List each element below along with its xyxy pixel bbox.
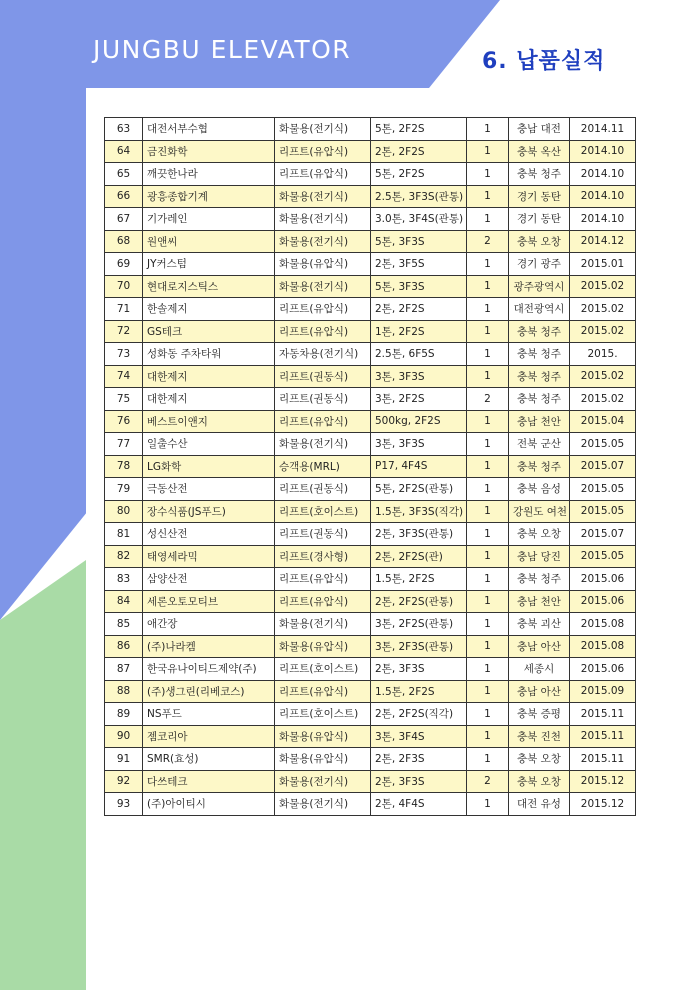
cell-qty: 1 <box>467 298 509 321</box>
cell-type: 화물용(전기식) <box>275 230 371 253</box>
cell-type: 화물용(유압식) <box>275 748 371 771</box>
table-row <box>105 635 636 658</box>
table-row <box>105 185 636 208</box>
cell-qty: 1 <box>467 185 509 208</box>
cell-type: 리프트(유압식) <box>275 590 371 613</box>
cell-type: 화물용(전기식) <box>275 793 371 816</box>
cell-location: 경기 동탄 <box>509 185 570 208</box>
cell-date: 2015.11 <box>570 748 636 771</box>
cell-client: 대한제지 <box>143 365 275 388</box>
cell-spec: 5톤, 2F2S <box>371 118 467 141</box>
table-row <box>105 298 636 321</box>
cell-type: 리프트(권동식) <box>275 365 371 388</box>
cell-location: 충남 천안 <box>509 590 570 613</box>
cell-date: 2014.11 <box>570 118 636 141</box>
cell-date: 2015.02 <box>570 365 636 388</box>
table-row <box>105 613 636 636</box>
cell-qty: 1 <box>467 253 509 276</box>
brand-title: JUNGBU ELEVATOR <box>93 35 352 64</box>
cell-date: 2015.04 <box>570 410 636 433</box>
cell-type: 리프트(권동식) <box>275 478 371 501</box>
cell-date: 2015.12 <box>570 793 636 816</box>
cell-date: 2014.10 <box>570 208 636 231</box>
cell-no: 75 <box>105 388 143 411</box>
table-row <box>105 703 636 726</box>
cell-no: 71 <box>105 298 143 321</box>
cell-type: 리프트(유압식) <box>275 568 371 591</box>
table-row <box>105 275 636 298</box>
cell-type: 화물용(유압식) <box>275 725 371 748</box>
cell-qty: 1 <box>467 703 509 726</box>
cell-qty: 1 <box>467 590 509 613</box>
cell-date: 2015.08 <box>570 635 636 658</box>
cell-client: NS푸드 <box>143 703 275 726</box>
cell-spec: 2톤, 2F2S(직각) <box>371 703 467 726</box>
cell-type: 화물용(전기식) <box>275 613 371 636</box>
cell-spec: 500kg, 2F2S <box>371 410 467 433</box>
table-row <box>105 793 636 816</box>
cell-spec: 2톤, 2F3S <box>371 748 467 771</box>
cell-location: 충남 아산 <box>509 635 570 658</box>
cell-spec: 5톤, 2F2S <box>371 163 467 186</box>
cell-location: 충북 청주 <box>509 455 570 478</box>
delivery-records-table <box>104 117 636 816</box>
cell-spec: 2톤, 2F2S(관) <box>371 545 467 568</box>
cell-location: 충북 옥산 <box>509 140 570 163</box>
cell-client: 극동산전 <box>143 478 275 501</box>
cell-client: 현대로지스틱스 <box>143 275 275 298</box>
table-row <box>105 770 636 793</box>
cell-qty: 1 <box>467 478 509 501</box>
cell-spec: 2톤, 2F2S <box>371 298 467 321</box>
table-row <box>105 230 636 253</box>
table-row <box>105 748 636 771</box>
cell-qty: 1 <box>467 433 509 456</box>
cell-date: 2015.05 <box>570 500 636 523</box>
cell-client: JY커스텀 <box>143 253 275 276</box>
cell-client: 깨끗한나라 <box>143 163 275 186</box>
cell-client: 일출수산 <box>143 433 275 456</box>
cell-location: 충북 청주 <box>509 388 570 411</box>
cell-location: 전북 군산 <box>509 433 570 456</box>
cell-spec: 3톤, 2F2S <box>371 388 467 411</box>
cell-qty: 1 <box>467 343 509 366</box>
section-title: 6. 납품실적 <box>482 49 606 74</box>
table-row <box>105 253 636 276</box>
cell-spec: 1톤, 2F2S <box>371 320 467 343</box>
cell-no: 67 <box>105 208 143 231</box>
cell-qty: 1 <box>467 748 509 771</box>
cell-no: 64 <box>105 140 143 163</box>
table-row <box>105 433 636 456</box>
cell-no: 76 <box>105 410 143 433</box>
cell-qty: 1 <box>467 365 509 388</box>
table-row <box>105 500 636 523</box>
cell-spec: 3톤, 3F3S <box>371 433 467 456</box>
cell-date: 2015.05 <box>570 478 636 501</box>
cell-no: 85 <box>105 613 143 636</box>
cell-client: 베스트이앤지 <box>143 410 275 433</box>
cell-location: 대전 유성 <box>509 793 570 816</box>
cell-type: 리프트(유압식) <box>275 163 371 186</box>
cell-qty: 1 <box>467 208 509 231</box>
cell-client: 태영세라믹 <box>143 545 275 568</box>
cell-spec: 2톤, 3F5S <box>371 253 467 276</box>
table-row <box>105 455 636 478</box>
cell-location: 강원도 여천 <box>509 500 570 523</box>
cell-qty: 1 <box>467 613 509 636</box>
cell-type: 리프트(경사형) <box>275 545 371 568</box>
cell-client: 한솔제지 <box>143 298 275 321</box>
cell-date: 2015.12 <box>570 770 636 793</box>
table-row <box>105 410 636 433</box>
cell-client: 애간장 <box>143 613 275 636</box>
cell-no: 72 <box>105 320 143 343</box>
cell-date: 2015.01 <box>570 253 636 276</box>
cell-type: 화물용(전기식) <box>275 185 371 208</box>
cell-qty: 1 <box>467 500 509 523</box>
table-row <box>105 320 636 343</box>
cell-date: 2015.11 <box>570 725 636 748</box>
cell-no: 63 <box>105 118 143 141</box>
cell-spec: 5톤, 3F3S <box>371 275 467 298</box>
cell-no: 69 <box>105 253 143 276</box>
table-row <box>105 658 636 681</box>
cell-no: 87 <box>105 658 143 681</box>
cell-client: 기가레인 <box>143 208 275 231</box>
cell-no: 68 <box>105 230 143 253</box>
cell-client: 삼양산전 <box>143 568 275 591</box>
cell-qty: 2 <box>467 230 509 253</box>
cell-no: 79 <box>105 478 143 501</box>
cell-client: 금진화학 <box>143 140 275 163</box>
cell-type: 화물용(유압식) <box>275 635 371 658</box>
cell-no: 91 <box>105 748 143 771</box>
cell-type: 리프트(호이스트) <box>275 500 371 523</box>
cell-qty: 2 <box>467 388 509 411</box>
cell-qty: 1 <box>467 635 509 658</box>
cell-client: 성화동 주차타워 <box>143 343 275 366</box>
cell-type: 화물용(전기식) <box>275 770 371 793</box>
cell-client: 대한제지 <box>143 388 275 411</box>
cell-client: 세론오토모티브 <box>143 590 275 613</box>
cell-location: 대전광역시 <box>509 298 570 321</box>
cell-no: 84 <box>105 590 143 613</box>
cell-qty: 1 <box>467 320 509 343</box>
cell-date: 2015.05 <box>570 433 636 456</box>
cell-date: 2015.08 <box>570 613 636 636</box>
cell-qty: 1 <box>467 680 509 703</box>
cell-no: 78 <box>105 455 143 478</box>
cell-no: 80 <box>105 500 143 523</box>
cell-date: 2015.06 <box>570 590 636 613</box>
cell-type: 화물용(전기식) <box>275 118 371 141</box>
cell-no: 65 <box>105 163 143 186</box>
cell-date: 2014.10 <box>570 163 636 186</box>
cell-spec: 2.5톤, 6F5S <box>371 343 467 366</box>
cell-location: 충북 음성 <box>509 478 570 501</box>
cell-location: 충남 아산 <box>509 680 570 703</box>
cell-spec: 2톤, 2F2S(관통) <box>371 590 467 613</box>
cell-no: 74 <box>105 365 143 388</box>
green-shape <box>0 560 86 990</box>
cell-type: 화물용(전기식) <box>275 275 371 298</box>
cell-qty: 1 <box>467 275 509 298</box>
cell-location: 충북 오창 <box>509 523 570 546</box>
cell-date: 2014.10 <box>570 140 636 163</box>
cell-qty: 2 <box>467 770 509 793</box>
cell-spec: 3.0톤, 3F4S(관통) <box>371 208 467 231</box>
cell-date: 2015. <box>570 343 636 366</box>
cell-no: 73 <box>105 343 143 366</box>
cell-spec: 5톤, 2F2S(관통) <box>371 478 467 501</box>
cell-no: 70 <box>105 275 143 298</box>
cell-spec: 1.5톤, 3F3S(직각) <box>371 500 467 523</box>
table-row <box>105 388 636 411</box>
cell-qty: 1 <box>467 118 509 141</box>
cell-location: 충북 오창 <box>509 230 570 253</box>
cell-type: 리프트(유압식) <box>275 410 371 433</box>
cell-client: LG화학 <box>143 455 275 478</box>
cell-no: 90 <box>105 725 143 748</box>
cell-location: 경기 광주 <box>509 253 570 276</box>
cell-spec: 3톤, 2F2S(관통) <box>371 613 467 636</box>
cell-no: 93 <box>105 793 143 816</box>
cell-spec: 1.5톤, 2F2S <box>371 568 467 591</box>
cell-type: 자동차용(전기식) <box>275 343 371 366</box>
cell-location: 충북 오창 <box>509 770 570 793</box>
cell-date: 2015.05 <box>570 545 636 568</box>
cell-date: 2015.02 <box>570 298 636 321</box>
table-row <box>105 118 636 141</box>
cell-location: 충북 괴산 <box>509 613 570 636</box>
table-row <box>105 208 636 231</box>
cell-client: 한국유나이티드제약(주) <box>143 658 275 681</box>
cell-client: (주)생그린(리베코스) <box>143 680 275 703</box>
cell-qty: 1 <box>467 725 509 748</box>
cell-date: 2015.02 <box>570 388 636 411</box>
cell-location: 충북 청주 <box>509 365 570 388</box>
cell-client: 성신산전 <box>143 523 275 546</box>
cell-type: 화물용(전기식) <box>275 208 371 231</box>
table-row <box>105 478 636 501</box>
cell-type: 리프트(권동식) <box>275 523 371 546</box>
table-row <box>105 725 636 748</box>
cell-location: 충북 진천 <box>509 725 570 748</box>
cell-type: 승객용(MRL) <box>275 455 371 478</box>
cell-location: 충북 증평 <box>509 703 570 726</box>
cell-date: 2015.02 <box>570 320 636 343</box>
cell-client: (주)나라켐 <box>143 635 275 658</box>
cell-date: 2015.06 <box>570 568 636 591</box>
cell-qty: 1 <box>467 793 509 816</box>
cell-location: 경기 동탄 <box>509 208 570 231</box>
cell-location: 충북 청주 <box>509 320 570 343</box>
cell-date: 2015.07 <box>570 455 636 478</box>
cell-qty: 1 <box>467 410 509 433</box>
cell-client: 젬코리아 <box>143 725 275 748</box>
cell-spec: 2.5톤, 3F3S(관통) <box>371 185 467 208</box>
cell-location: 충북 청주 <box>509 568 570 591</box>
cell-location: 충북 오창 <box>509 748 570 771</box>
cell-qty: 1 <box>467 523 509 546</box>
cell-location: 광주광역시 <box>509 275 570 298</box>
cell-location: 충남 대전 <box>509 118 570 141</box>
cell-no: 89 <box>105 703 143 726</box>
cell-date: 2015.06 <box>570 658 636 681</box>
cell-type: 리프트(유압식) <box>275 140 371 163</box>
cell-spec: 2톤, 4F4S <box>371 793 467 816</box>
cell-no: 88 <box>105 680 143 703</box>
table-row <box>105 523 636 546</box>
cell-spec: 2톤, 3F3S <box>371 770 467 793</box>
cell-type: 리프트(권동식) <box>275 388 371 411</box>
table-row <box>105 545 636 568</box>
table-row <box>105 590 636 613</box>
cell-type: 리프트(유압식) <box>275 320 371 343</box>
table-row <box>105 140 636 163</box>
cell-spec: 1.5톤, 2F2S <box>371 680 467 703</box>
cell-location: 충남 당진 <box>509 545 570 568</box>
table-row <box>105 365 636 388</box>
cell-date: 2015.11 <box>570 703 636 726</box>
cell-qty: 1 <box>467 545 509 568</box>
cell-location: 세종시 <box>509 658 570 681</box>
cell-no: 83 <box>105 568 143 591</box>
cell-qty: 1 <box>467 140 509 163</box>
table-row <box>105 163 636 186</box>
cell-spec: 2톤, 2F2S <box>371 140 467 163</box>
cell-type: 리프트(유압식) <box>275 298 371 321</box>
table-row <box>105 343 636 366</box>
cell-location: 충북 청주 <box>509 343 570 366</box>
cell-no: 77 <box>105 433 143 456</box>
cell-client: 광흥종합기계 <box>143 185 275 208</box>
cell-spec: 2톤, 3F3S(관통) <box>371 523 467 546</box>
cell-date: 2015.07 <box>570 523 636 546</box>
cell-no: 92 <box>105 770 143 793</box>
table-row <box>105 568 636 591</box>
cell-spec: 3톤, 3F3S <box>371 365 467 388</box>
cell-client: GS테크 <box>143 320 275 343</box>
cell-spec: 3톤, 3F4S <box>371 725 467 748</box>
cell-qty: 1 <box>467 163 509 186</box>
table-body <box>105 118 636 816</box>
cell-spec: 3톤, 2F3S(관통) <box>371 635 467 658</box>
cell-type: 화물용(유압식) <box>275 253 371 276</box>
cell-location: 충남 천안 <box>509 410 570 433</box>
cell-location: 충북 청주 <box>509 163 570 186</box>
cell-client: 원앤씨 <box>143 230 275 253</box>
cell-date: 2015.02 <box>570 275 636 298</box>
cell-no: 82 <box>105 545 143 568</box>
cell-date: 2014.10 <box>570 185 636 208</box>
cell-spec: 5톤, 3F3S <box>371 230 467 253</box>
cell-date: 2015.09 <box>570 680 636 703</box>
cell-qty: 1 <box>467 658 509 681</box>
cell-no: 66 <box>105 185 143 208</box>
cell-date: 2014.12 <box>570 230 636 253</box>
cell-type: 리프트(유압식) <box>275 680 371 703</box>
cell-client: 다쓰테크 <box>143 770 275 793</box>
cell-no: 81 <box>105 523 143 546</box>
cell-spec: P17, 4F4S <box>371 455 467 478</box>
cell-qty: 1 <box>467 455 509 478</box>
cell-spec: 2톤, 3F3S <box>371 658 467 681</box>
cell-type: 리프트(호이스트) <box>275 703 371 726</box>
cell-qty: 1 <box>467 568 509 591</box>
cell-no: 86 <box>105 635 143 658</box>
table-row <box>105 680 636 703</box>
cell-client: (주)아이티시 <box>143 793 275 816</box>
cell-client: SMR(효성) <box>143 748 275 771</box>
cell-type: 리프트(호이스트) <box>275 658 371 681</box>
cell-client: 대전서부수협 <box>143 118 275 141</box>
cell-type: 화물용(전기식) <box>275 433 371 456</box>
cell-client: 장수식품(JS푸드) <box>143 500 275 523</box>
